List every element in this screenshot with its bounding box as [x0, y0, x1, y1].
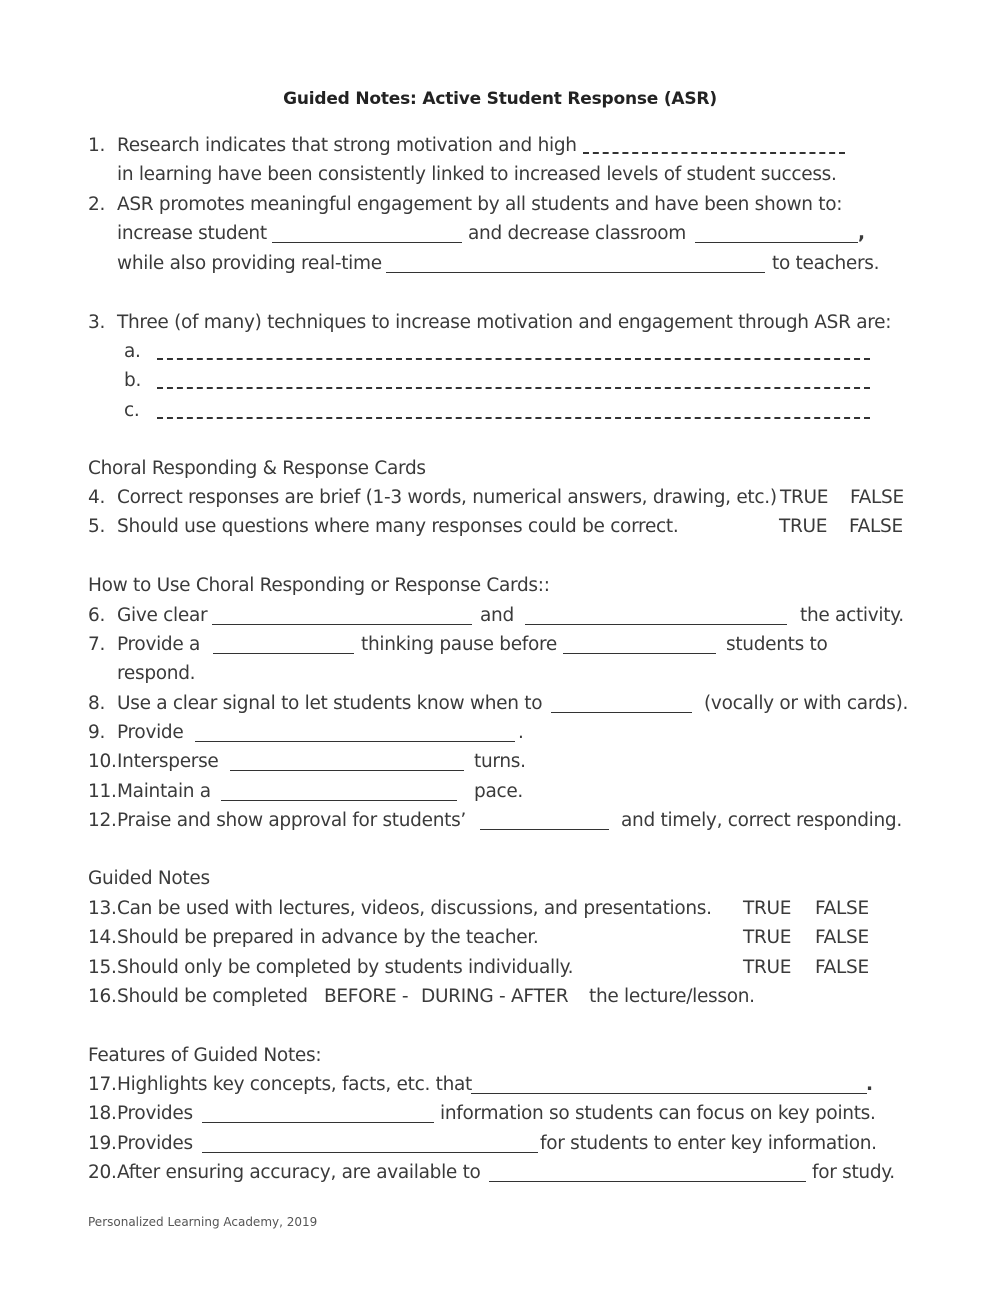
punctuation: . [518, 722, 524, 743]
question-number: 8. [88, 693, 106, 714]
answer-blank[interactable] [157, 417, 870, 419]
question-number: 18. [88, 1103, 117, 1124]
question-text: Praise and show approval for students’ [117, 810, 466, 831]
question-text: Highlights key concepts, facts, etc. that [117, 1074, 472, 1095]
question-text-cont: and decrease classroom [468, 223, 686, 244]
question-number: 5. [88, 516, 106, 537]
question-number: 13. [88, 898, 117, 919]
question-number: 4. [88, 487, 106, 508]
answer-blank[interactable] [157, 358, 870, 360]
question-text: and [480, 605, 514, 626]
punctuation: , [858, 223, 865, 244]
question-text: Intersperse [117, 751, 219, 772]
question-text: Give clear [117, 605, 208, 626]
question-text: and timely, correct responding. [621, 810, 902, 831]
answer-blank[interactable] [221, 800, 457, 801]
answer-blank[interactable] [195, 741, 515, 742]
question-text: Correct responses are brief (1-3 words, numerical answers, drawing, etc.) [117, 487, 777, 508]
question-text: Three (of many) techniques to increase motivation and engagement through ASR are: [117, 312, 892, 333]
section-heading: How to Use Choral Responding or Response Cards:: [88, 575, 550, 596]
question-text: Provides [117, 1133, 193, 1154]
question-number: 7. [88, 634, 106, 655]
question-text: Provide [117, 722, 184, 743]
true-option[interactable]: TRUE [743, 957, 792, 978]
question-text: Should use questions where many responses could be correct. [117, 516, 679, 537]
question-text: Should only be completed by students individually. [117, 957, 574, 978]
answer-blank[interactable] [212, 624, 472, 625]
question-text: Provides [117, 1103, 193, 1124]
question-text: students to [726, 634, 828, 655]
question-text: thinking pause before [361, 634, 557, 655]
true-option[interactable]: TRUE [743, 898, 792, 919]
question-number: 6. [88, 605, 106, 626]
question-text: Provide a [117, 634, 201, 655]
question-text-cont: while also providing real-time [117, 253, 382, 274]
question-text: After ensuring accuracy, are available to [117, 1162, 481, 1183]
option-before[interactable]: BEFORE - [324, 986, 409, 1007]
item-letter: a. [124, 341, 141, 362]
false-option[interactable]: FALSE [815, 927, 869, 948]
answer-blank[interactable] [489, 1181, 806, 1182]
true-option[interactable]: TRUE [743, 927, 792, 948]
answer-blank[interactable] [480, 829, 609, 830]
question-text: Should be prepared in advance by the teacher. [117, 927, 539, 948]
question-number: 19. [88, 1133, 117, 1154]
question-text: the lecture/lesson. [589, 986, 755, 1007]
question-text-cont: to teachers. [772, 253, 880, 274]
item-letter: b. [124, 370, 142, 391]
question-text: for students to enter key information. [540, 1133, 877, 1154]
question-number: 15. [88, 957, 117, 978]
answer-blank[interactable] [551, 712, 692, 713]
question-text: Use a clear signal to let students know when to [117, 693, 543, 714]
section-heading: Features of Guided Notes: [88, 1045, 322, 1066]
question-text: Should be completed [117, 986, 308, 1007]
question-number: 16. [88, 986, 117, 1007]
answer-blank[interactable] [272, 242, 462, 243]
answer-blank[interactable] [386, 272, 765, 273]
false-option[interactable]: FALSE [849, 516, 903, 537]
question-text: Research indicates that strong motivation and high [117, 135, 577, 156]
answer-blank[interactable] [202, 1152, 538, 1153]
answer-blank[interactable] [695, 242, 858, 243]
false-option[interactable]: FALSE [850, 487, 904, 508]
answer-blank[interactable] [583, 152, 845, 154]
question-number: 3. [88, 312, 106, 333]
question-number: 12. [88, 810, 117, 831]
option-during-after[interactable]: DURING - AFTER [421, 986, 569, 1007]
question-text: information so students can focus on key points. [440, 1103, 876, 1124]
answer-blank[interactable] [157, 387, 870, 389]
question-text: for study. [812, 1162, 895, 1183]
question-text: ASR promotes meaningful engagement by all students and have been shown to: [117, 194, 843, 215]
true-option[interactable]: TRUE [779, 516, 828, 537]
question-text: pace. [474, 781, 524, 802]
true-option[interactable]: TRUE [780, 487, 829, 508]
question-number: 17. [88, 1074, 117, 1095]
question-number: 1. [88, 135, 106, 156]
answer-blank[interactable] [202, 1122, 434, 1123]
question-number: 9. [88, 722, 106, 743]
question-text-cont: in learning have been consistently linked to increased levels of student success. [117, 164, 837, 185]
item-letter: c. [124, 400, 140, 421]
false-option[interactable]: FALSE [815, 898, 869, 919]
question-number: 10. [88, 751, 117, 772]
page-title: Guided Notes: Active Student Response (ASR) [283, 89, 717, 109]
punctuation: . [866, 1074, 873, 1095]
section-heading: Choral Responding & Response Cards [88, 458, 426, 479]
false-option[interactable]: FALSE [815, 957, 869, 978]
question-number: 20. [88, 1162, 117, 1183]
answer-blank[interactable] [471, 1093, 867, 1094]
question-number: 14. [88, 927, 117, 948]
answer-blank[interactable] [213, 653, 354, 654]
answer-blank[interactable] [525, 624, 787, 625]
question-text-cont: increase student [117, 223, 267, 244]
question-text: (vocally or with cards). [704, 693, 909, 714]
footer-credit: Personalized Learning Academy, 2019 [88, 1215, 318, 1229]
question-number: 2. [88, 194, 106, 215]
question-text: Maintain a [117, 781, 211, 802]
question-number: 11. [88, 781, 117, 802]
question-text: turns. [474, 751, 526, 772]
question-text: the activity. [800, 605, 904, 626]
answer-blank[interactable] [230, 770, 464, 771]
question-text: Can be used with lectures, videos, discussions, and presentations. [117, 898, 712, 919]
question-text-cont: respond. [117, 663, 196, 684]
section-heading: Guided Notes [88, 868, 210, 889]
answer-blank[interactable] [563, 653, 716, 654]
